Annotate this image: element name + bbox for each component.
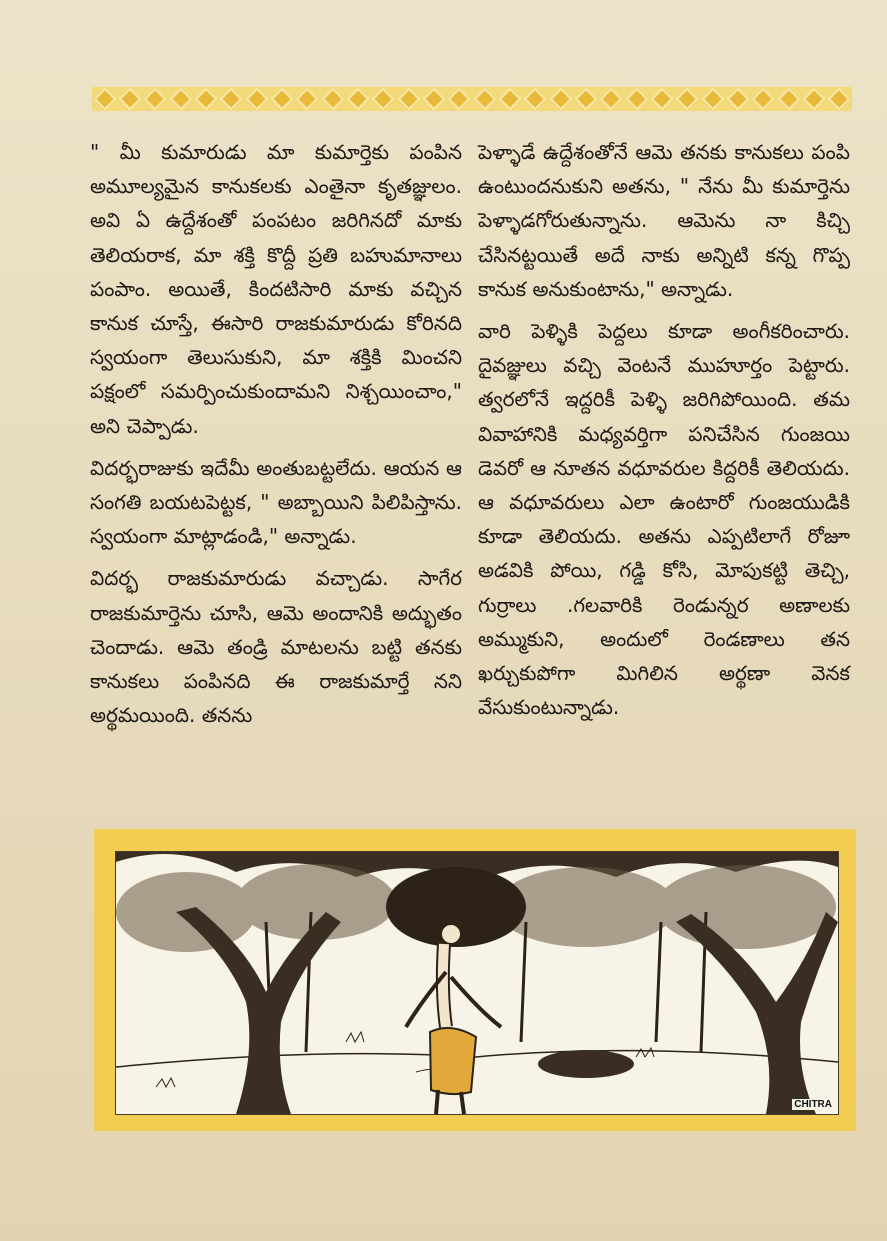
ornament-diamond — [324, 91, 341, 108]
ornament-diamond — [628, 91, 645, 108]
right-text-column — [478, 135, 850, 732]
illustration-frame — [94, 829, 856, 1131]
ornament-diamond — [273, 91, 290, 108]
ornament-diamond — [451, 91, 468, 108]
paragraph: విదర్భ రాజకుమారుడు వచ్చాడు. సాగేర రాజకుమార్తెను చూసి, ఆమె అందానికి అద్భుతం చెందాడు. ఆమె తండ్రి మాటలను బట్టి తనకు కానుకలు పంపినది ఈ రాజకుమార్తే నని అర్థమయింది. తనను — [90, 566, 462, 728]
artist-signature: CHITRA — [794, 1099, 832, 1110]
ornament-diamond — [299, 91, 316, 108]
paragraph: విదర్భరాజుకు ఇదేమీ అంతుబట్టలేదు. ఆయన ఆ సంగతి బయటపెట్టక, " అబ్బాయిని పిలిపిస్తాను. స్వయంగా మాట్లాడండి," అన్నాడు. — [90, 455, 462, 549]
ornament-diamond — [729, 91, 746, 108]
ornament-diamond — [577, 91, 594, 108]
ornament-diamond — [831, 91, 848, 108]
ornament-diamond — [96, 91, 113, 108]
ornament-diamond — [755, 91, 772, 108]
ornament-diamond — [147, 91, 164, 108]
ornament-diamond — [653, 91, 670, 108]
left-text-column — [90, 135, 462, 740]
ornament-diamond — [501, 91, 518, 108]
ornament-diamond — [172, 91, 189, 108]
ornament-diamond — [805, 91, 822, 108]
paragraph: వారి పెళ్ళికి పెద్దలు కూడా అంగీకరించారు. దైవజ్ఞులు వచ్చి వెంటనే ముహూర్తం పెట్టారు. త్వరలోనే ఇద్దరికీ పెళ్ళి జరిగిపోయింది. తమ వివాహానికి మధ్యవర్తిగా పనిచేసిన గుంజయి డెవరో ఆ నూతన వధూవరుల కిద్దరికీ తెలియదు. ఆ వధూవరులు ఎలా ఉంటారో గుంజయుడికి కూడా తెలియదు. అతను ఎప్పటిలాగే రోజూ అడవికి పోయి, గడ్డి కోసి, మోపుకట్టి తెచ్చి, గుర్రాలు .గలవారికి రెండున్నర అణాలకు అమ్ముకుని, అందులో రెండణాలు తన ఖర్చుకుపోగా మిగిలిన అర్థణా వెనక వేసుకుంటున్నాడు. — [478, 319, 850, 720]
ornament-diamond — [527, 91, 544, 108]
ornament-diamond — [552, 91, 569, 108]
paragraph: " మీ కుమారుడు మా కుమార్తెకు పంపిన అమూల్యమైన కానుకలకు ఎంతైనా కృతజ్ఞులం. అవి ఏ ఉద్దేశంతో పంపటం జరిగినదో మాకు తెలియరాక, మా శక్తి కొద్దీ ప్రతి బహుమానాలు పంపాం. అయితే, కిందటిసారి మాకు వచ్చిన కానుక చూస్తే, ఈసారి రాజకుమారుడు కోరినది స్వయంగా తెలుసుకుని, మా శక్తికి మించని పక్షంలో సమర్పించుకుందామని నిశ్చయించాం," అని చెప్పాడు. — [90, 140, 462, 438]
ornament-diamond — [780, 91, 797, 108]
ornament-diamond — [349, 91, 366, 108]
forest-illustration — [115, 851, 839, 1115]
ornament-diamond — [248, 91, 265, 108]
woodcutter-forest-drawing — [116, 852, 838, 1114]
ornament-diamond — [704, 91, 721, 108]
paragraph: పెళ్ళాడే ఉద్దేశంతోనే ఆమె తనకు కానుకలు పంపి ఉంటుందనుకుని అతను, " నేను మీ కుమార్తెను పెళ్ళాడగోరుతున్నాను. ఆమెను నా కిచ్చి చేసినట్టయితే అదే నాకు అన్నిటి కన్న గొప్ప కానుక అనుకుంటాను," అన్నాడు. — [478, 140, 850, 301]
ornament-diamond — [197, 91, 214, 108]
ornament-diamond — [425, 91, 442, 108]
ornament-diamond — [375, 91, 392, 108]
ornament-diamond — [121, 91, 138, 108]
ornament-diamond — [603, 91, 620, 108]
decorative-border-band — [92, 87, 852, 111]
ornament-diamond — [679, 91, 696, 108]
ornament-diamond — [400, 91, 417, 108]
ornament-diamond — [476, 91, 493, 108]
ornament-diamond — [223, 91, 240, 108]
